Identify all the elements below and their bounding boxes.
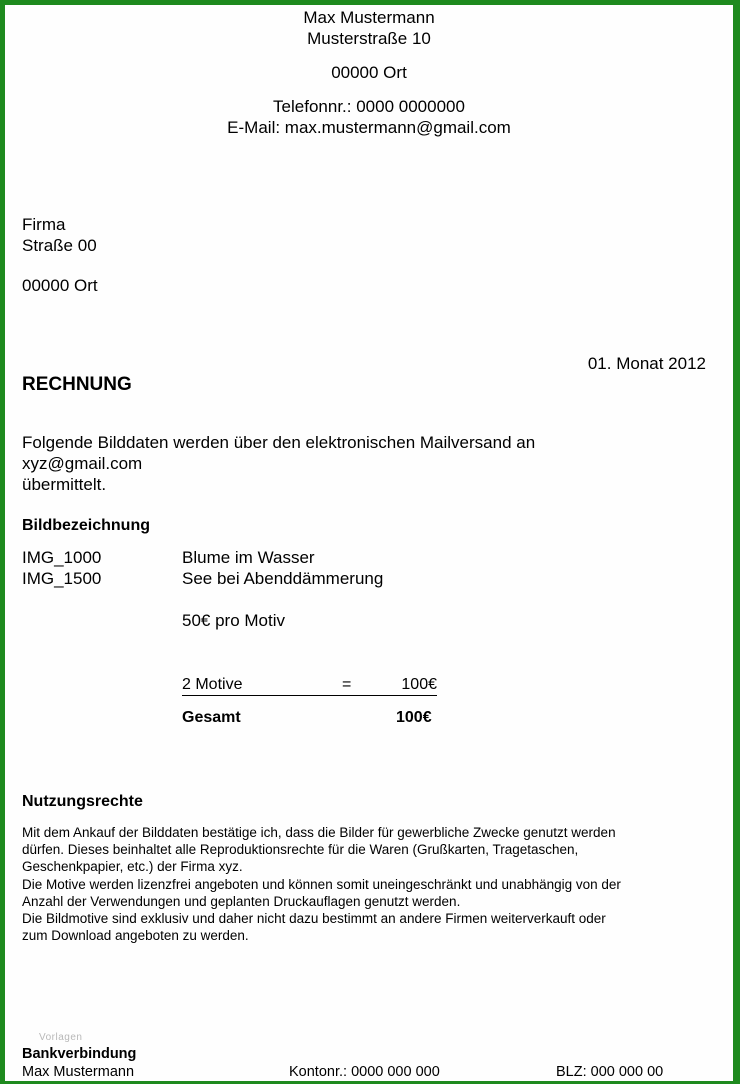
sender-email: E-Mail: max.mustermann@gmail.com bbox=[227, 118, 511, 137]
intro-line-3: übermittelt. bbox=[22, 475, 107, 494]
invoice-page bbox=[5, 5, 733, 1081]
rights-heading: Nutzungsrechte bbox=[22, 793, 143, 810]
bank-account: Kontonr.: 0000 000 000 bbox=[289, 1064, 440, 1080]
total-label: Gesamt bbox=[182, 709, 241, 726]
intro-line-1: Folgende Bilddaten werden über den elektronischen Mailversand an bbox=[22, 433, 536, 452]
bank-holder: Max Mustermann bbox=[22, 1064, 135, 1080]
rights-line: Anzahl der Verwendungen und geplanten Druckauflagen genutzt werden. bbox=[22, 894, 461, 909]
recipient-city: 00000 Ort bbox=[22, 276, 98, 295]
price-note: 50€ pro Motiv bbox=[182, 611, 285, 630]
intro-line-2: xyz@gmail.com bbox=[22, 454, 143, 473]
sender-phone: Telefonnr.: 0000 0000000 bbox=[273, 97, 465, 116]
image-desc: Blume im Wasser bbox=[182, 548, 315, 567]
invoice-date: 01. Monat 2012 bbox=[587, 354, 706, 373]
rights-line: Die Bildmotive sind exklusiv und daher nicht dazu bestimmt an andere Firmen weiterverkauft oder bbox=[22, 911, 606, 926]
sender-city: 00000 Ort bbox=[331, 63, 407, 82]
bank-heading: Bankverbindung bbox=[22, 1046, 137, 1062]
invoice-title: RECHNUNG bbox=[22, 374, 132, 395]
rights-line: Die Motive werden lizenzfrei angeboten und können somit uneingeschränkt und unabhängig von der bbox=[22, 877, 621, 892]
recipient-company: Firma bbox=[22, 215, 66, 234]
watermark: Vorlagen bbox=[39, 1032, 83, 1043]
sender-name: Max Mustermann bbox=[303, 8, 435, 27]
images-heading: Bildbezeichnung bbox=[22, 517, 150, 534]
rights-line: Mit dem Ankauf der Bilddaten bestätige ich, dass die Bilder für gewerbliche Zwecke genutzt werden bbox=[22, 825, 616, 840]
count-label: 2 Motive bbox=[182, 676, 243, 693]
bank-blz: BLZ: 000 000 00 bbox=[556, 1064, 664, 1080]
rights-line: dürfen. Dieses beinhaltet alle Reproduktionsrechte für die Waren (Grußkarten, Tragetaschen, bbox=[22, 842, 579, 857]
image-desc: See bei Abenddämmerung bbox=[182, 569, 384, 588]
rights-line: Geschenkpapier, etc.) der Firma xyz. bbox=[22, 859, 243, 874]
rights-line: zum Download angeboten zu werden. bbox=[22, 928, 249, 943]
image-id: IMG_1500 bbox=[22, 569, 102, 588]
recipient-street: Straße 00 bbox=[22, 236, 97, 255]
subtotal-row bbox=[182, 675, 437, 696]
sender-street: Musterstraße 10 bbox=[307, 29, 431, 48]
image-id: IMG_1000 bbox=[22, 548, 102, 567]
total-value: 100€ bbox=[396, 709, 432, 726]
equals-sign: = bbox=[342, 676, 352, 693]
subtotal-value: 100€ bbox=[401, 676, 437, 693]
